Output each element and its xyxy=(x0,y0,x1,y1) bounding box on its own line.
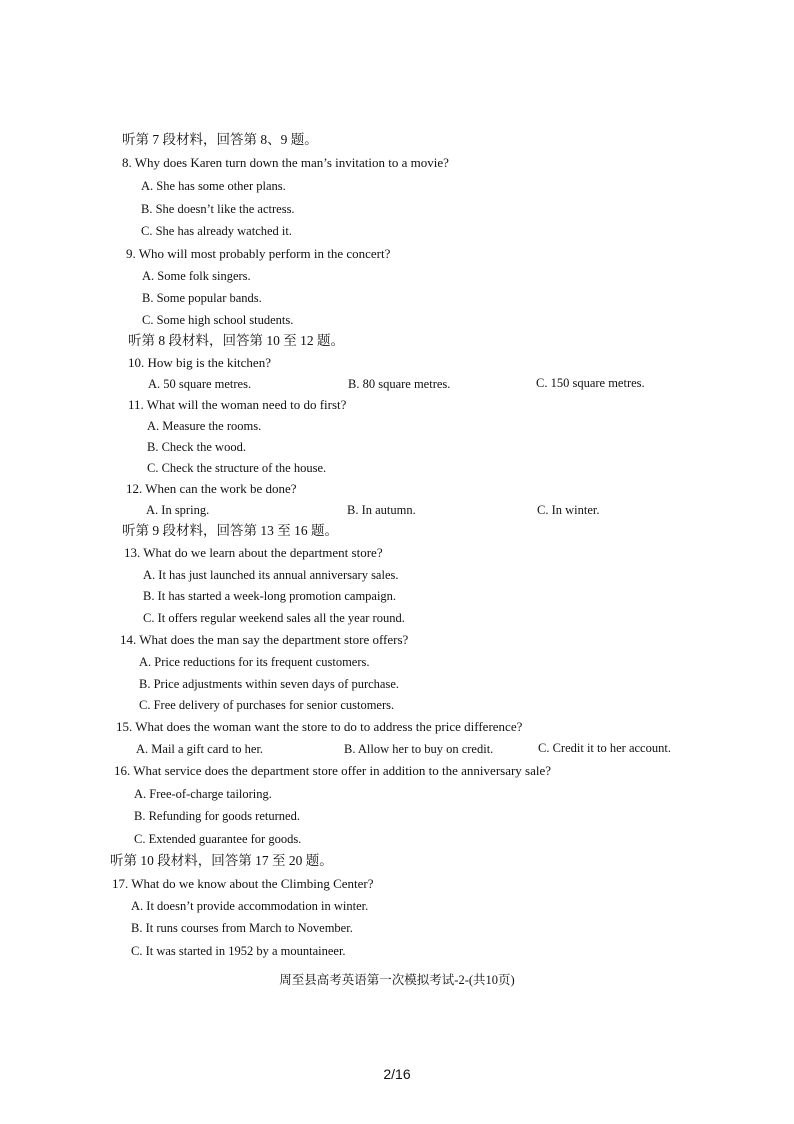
answer-option: A. Price reductions for its frequent customers. xyxy=(139,655,370,669)
section-heading: 听第 9 段材料，回答第 13 至 16 题。 xyxy=(122,523,338,538)
question-stem: 11. What will the woman need to do first? xyxy=(128,397,347,412)
section-heading: 听第 10 段材料，回答第 17 至 20 题。 xyxy=(110,853,333,868)
answer-option: A. In spring. xyxy=(146,503,210,517)
answer-option: B. Refunding for goods returned. xyxy=(134,809,300,823)
answer-option: A. Some folk singers. xyxy=(142,269,251,283)
answer-option: C. 150 square metres. xyxy=(536,376,645,390)
answer-option: C. Credit it to her account. xyxy=(538,741,671,755)
question-stem: 9. Who will most probably perform in the concert? xyxy=(126,246,391,261)
question-stem: 12. When can the work be done? xyxy=(126,481,297,496)
page-footer: 周至县高考英语第一次模拟考试-2-(共10页) xyxy=(279,973,515,987)
question-stem: 16. What service does the department store offer in addition to the anniversary sale? xyxy=(114,763,552,778)
answer-option: C. It offers regular weekend sales all the year round. xyxy=(143,611,405,625)
answer-option: A. It has just launched its annual anniversary sales. xyxy=(143,568,399,582)
question-stem: 15. What does the woman want the store to do to address the price difference? xyxy=(116,719,523,734)
answer-option: B. Allow her to buy on credit. xyxy=(344,742,494,756)
question-stem: 17. What do we know about the Climbing Center? xyxy=(112,876,374,891)
section-heading: 听第 8 段材料，回答第 10 至 12 题。 xyxy=(128,333,344,348)
answer-option: A. Measure the rooms. xyxy=(147,419,262,433)
answer-option: C. Check the structure of the house. xyxy=(147,461,327,475)
answer-option: C. She has already watched it. xyxy=(141,224,292,238)
answer-option: C. Extended guarantee for goods. xyxy=(134,832,302,846)
answer-option: C. Some high school students. xyxy=(142,313,294,327)
answer-option: B. She doesn’t like the actress. xyxy=(141,202,295,216)
page-number: 2/16 xyxy=(383,1066,411,1082)
question-stem: 13. What do we learn about the department store? xyxy=(124,545,383,560)
answer-option: C. Free delivery of purchases for senior customers. xyxy=(139,698,395,712)
answer-option: A. It doesn’t provide accommodation in winter. xyxy=(131,899,369,913)
answer-option: B. It has started a week-long promotion campaign. xyxy=(143,589,397,603)
answer-option: A. 50 square metres. xyxy=(148,377,252,391)
question-stem: 8. Why does Karen turn down the man’s invitation to a movie? xyxy=(122,155,449,170)
answer-option: B. In autumn. xyxy=(347,503,416,517)
answer-option: B. It runs courses from March to November. xyxy=(131,921,353,935)
answer-option: A. She has some other plans. xyxy=(141,179,286,193)
answer-option: B. Check the wood. xyxy=(147,440,246,454)
question-stem: 14. What does the man say the department store offers? xyxy=(120,632,409,647)
answer-option: B. Some popular bands. xyxy=(142,291,262,305)
answer-option: A. Free-of-charge tailoring. xyxy=(134,787,272,801)
answer-option: A. Mail a gift card to her. xyxy=(136,742,264,756)
section-heading: 听第 7 段材料，回答第 8、9 题。 xyxy=(122,132,318,147)
answer-option: B. Price adjustments within seven days of purchase. xyxy=(139,677,400,691)
answer-option: C. It was started in 1952 by a mountaineer. xyxy=(131,944,346,958)
answer-option: B. 80 square metres. xyxy=(348,377,451,391)
answer-option: C. In winter. xyxy=(537,503,600,517)
question-stem: 10. How big is the kitchen? xyxy=(128,355,271,370)
